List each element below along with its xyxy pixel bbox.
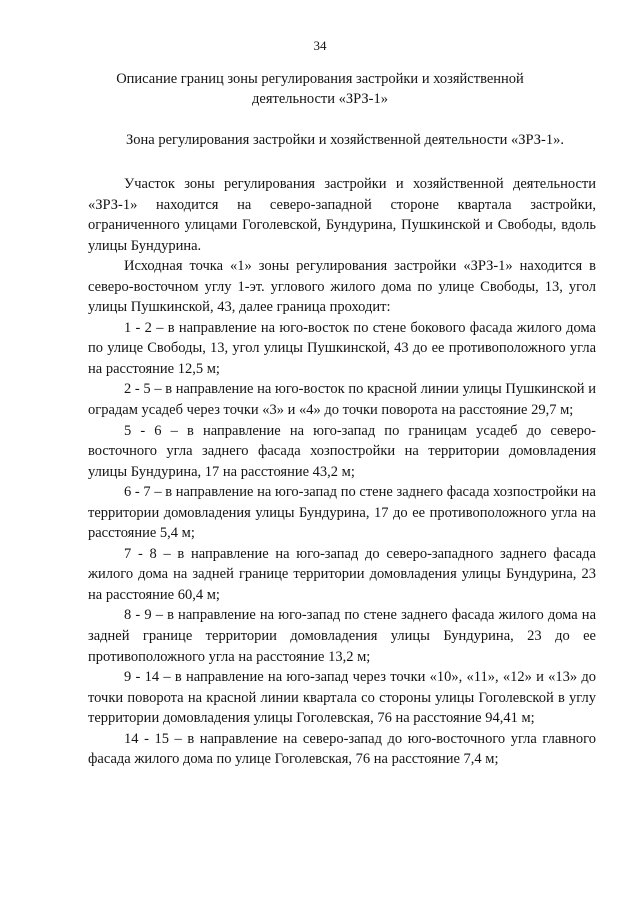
paragraph-segment-14-15: 14 - 15 – в направление на северо-запад до юго-восточного угла главного фасада жилого дома по улице Гоголевская, 76 на расстояние 7,4 м; bbox=[88, 730, 596, 768]
paragraph-segment-8-9: 8 - 9 – в направление на юго-запад по стене заднего фасада жилого дома на задней границе территории домовладения улицы Бундурина, 23 до ее противоположного угла на расстояние 13,2 м; bbox=[88, 607, 596, 665]
zone-subtitle: Зона регулирования застройки и хозяйственной деятельности «ЗРЗ-1». bbox=[125, 132, 564, 148]
paragraph-zone-location: Участок зоны регулирования застройки и хозяйственной деятельности «ЗРЗ-1» находится на северо-западной стороне квартала застройки, ограниченного улицами Гоголевской, Бундурина, Пушкинской и Свободы, вдоль улицы Бундурина. bbox=[88, 176, 596, 254]
document-body bbox=[88, 174, 596, 770]
document-title: Описание границ зоны регулирования застройки и хозяйственной деятельности «ЗРЗ-1» bbox=[116, 71, 524, 107]
paragraph-segment-6-7: 6 - 7 – в направление на юго-запад по стене заднего фасада хозпостройки на территории домовладения улицы Бундурина, 17 до ее противоположного угла на расстояние 5,4 м; bbox=[88, 484, 596, 542]
paragraph-segment-1-2: 1 - 2 – в направление на юго-восток по стене бокового фасада жилого дома по улице Свободы, 13, угол улицы Пушкинской, 43 до ее противоположного угла на расстояние 12,5 м; bbox=[88, 319, 596, 377]
page-number: 34 bbox=[313, 38, 327, 53]
paragraph-segment-7-8: 7 - 8 – в направление на юго-запад до северо-западного заднего фасада жилого дома на задней границе территории домовладения улицы Бундурина, 23 на расстояние 60,4 м; bbox=[88, 545, 596, 603]
paragraph-segment-5-6: 5 - 6 – в направление на юго-запад по границам усадеб до северо-восточного угла заднего фасада хозпостройки на территории домовладения улицы Бундурина, 17 на расстояние 43,2 м; bbox=[88, 422, 596, 480]
paragraph-segment-2-5: 2 - 5 – в направление на юго-восток по красной линии улицы Пушкинской и оградам усадеб через точки «3» и «4» до точки поворота на расстояние 29,7 м; bbox=[88, 381, 596, 419]
paragraph-start-point: Исходная точка «1» зоны регулирования застройки «ЗРЗ-1» находится в северо-восточном углу 1-эт. углового жилого дома по улице Свободы, 13, угол улицы Пушкинской, 43, далее граница проходит: bbox=[88, 258, 596, 316]
paragraph-segment-9-14: 9 - 14 – в направление на юго-запад через точки «10», «11», «12» и «13» до точки поворота на красной линии квартала со стороны улицы Гоголевской в углу территории домовладения улицы Гоголевская, 76 на расстояние 94,41 м; bbox=[88, 669, 596, 727]
